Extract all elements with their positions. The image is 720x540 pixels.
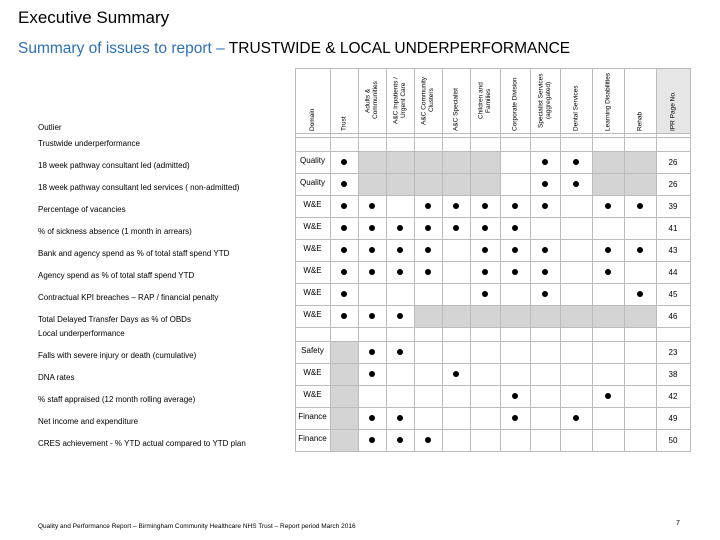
- domain-label: W&E: [303, 288, 322, 297]
- status-dot: [397, 225, 403, 231]
- domain-label: Finance: [298, 412, 327, 421]
- row-label: Falls with severe injury or death (cumulative): [38, 351, 197, 360]
- row-label: Total Delayed Transfer Days as % of OBDs: [38, 315, 191, 324]
- footer-text: Quality and Performance Report – Birmingham Community Healthcare NHS Trust – Report period March 2016: [38, 523, 356, 530]
- status-dot: [369, 415, 375, 421]
- subtitle-rest: TRUSTWIDE & LOCAL UNDERPERFORMANCE: [228, 40, 571, 57]
- status-dot: [369, 203, 375, 209]
- grid-line-h: [295, 283, 691, 284]
- ipr-page-number: 26: [668, 158, 678, 167]
- grid-line-h: [295, 451, 691, 452]
- row-label: Bank and agency spend as % of total staff spend YTD: [38, 249, 230, 258]
- grid-line-h: [295, 133, 691, 134]
- shade: [414, 305, 656, 327]
- status-dot: [482, 291, 488, 297]
- status-dot: [341, 225, 347, 231]
- status-dot: [482, 269, 488, 275]
- row-label: 18 week pathway consultant led (admitted): [38, 161, 190, 170]
- column-header: A&C Specialist: [452, 88, 460, 131]
- status-dot: [542, 181, 548, 187]
- status-dot: [512, 393, 518, 399]
- ipr-page-number: 41: [668, 224, 678, 233]
- status-dot: [542, 203, 548, 209]
- grid-line-h: [295, 407, 691, 408]
- status-dot: [369, 225, 375, 231]
- status-dot: [369, 371, 375, 377]
- grid-line-h: [295, 68, 691, 69]
- row-label: % of sickness absence (1 month in arrears): [38, 227, 192, 236]
- status-dot: [512, 415, 518, 421]
- status-dot: [482, 225, 488, 231]
- status-dot: [512, 247, 518, 253]
- shade: [330, 363, 358, 385]
- status-dot: [369, 437, 375, 443]
- status-dot: [573, 181, 579, 187]
- status-dot: [605, 393, 611, 399]
- grid-line-h: [295, 195, 691, 196]
- grid-line-h: [295, 341, 691, 342]
- ipr-page-number: 39: [668, 202, 678, 211]
- status-dot: [542, 247, 548, 253]
- section-heading: Local underperformance: [38, 329, 125, 338]
- status-dot: [512, 269, 518, 275]
- status-dot: [637, 247, 643, 253]
- ipr-page-number: 49: [668, 414, 678, 423]
- status-dot: [542, 291, 548, 297]
- status-dot: [397, 437, 403, 443]
- status-dot: [341, 181, 347, 187]
- row-label: CRES achievement - % YTD actual compared to YTD plan: [38, 439, 246, 448]
- section-heading: Trustwide underperformance: [38, 139, 140, 148]
- grid-line-h: [295, 305, 691, 306]
- status-dot: [542, 269, 548, 275]
- status-dot: [341, 159, 347, 165]
- column-header: Learning Disabilities: [604, 72, 612, 131]
- domain-label: W&E: [303, 222, 322, 231]
- status-dot: [605, 203, 611, 209]
- shade: [358, 151, 500, 173]
- status-dot: [482, 203, 488, 209]
- domain-label: W&E: [303, 266, 322, 275]
- domain-label: W&E: [303, 310, 322, 319]
- row-label: % staff appraised (12 month rolling average): [38, 395, 196, 404]
- ipr-page-number: 50: [668, 436, 678, 445]
- domain-label: Quality: [300, 178, 325, 187]
- status-dot: [341, 203, 347, 209]
- status-dot: [341, 313, 347, 319]
- domain-label: W&E: [303, 390, 322, 399]
- page-title: Executive Summary: [18, 8, 170, 27]
- status-dot: [453, 371, 459, 377]
- shade: [330, 407, 358, 429]
- grid-line-h: [295, 151, 691, 152]
- shade: [330, 429, 358, 451]
- ipr-page-number: 46: [668, 312, 678, 321]
- domain-label: W&E: [303, 200, 322, 209]
- status-dot: [341, 269, 347, 275]
- ipr-page-number: 42: [668, 392, 678, 401]
- grid-line-h: [295, 429, 691, 430]
- status-dot: [605, 247, 611, 253]
- ipr-page-number: 45: [668, 290, 678, 299]
- status-dot: [573, 415, 579, 421]
- status-dot: [453, 203, 459, 209]
- shade: [330, 341, 358, 363]
- grid-line-h: [295, 173, 691, 174]
- status-dot: [573, 159, 579, 165]
- status-dot: [397, 415, 403, 421]
- outlier-label: Outlier: [38, 123, 62, 132]
- ipr-page-number: 44: [668, 268, 678, 277]
- domain-label: W&E: [303, 368, 322, 377]
- status-dot: [425, 203, 431, 209]
- status-dot: [397, 313, 403, 319]
- status-dot: [425, 437, 431, 443]
- status-dot: [512, 203, 518, 209]
- shade: [358, 173, 500, 195]
- domain-label: Quality: [300, 156, 325, 165]
- domain-label: Finance: [298, 434, 327, 443]
- column-header: Dental Services: [572, 85, 580, 131]
- status-dot: [605, 269, 611, 275]
- grid-line-h: [295, 327, 691, 328]
- row-label: Contractual KPI breaches – RAP / financial penalty: [38, 293, 219, 302]
- column-header: Children and Families: [477, 82, 492, 119]
- status-dot: [637, 291, 643, 297]
- row-label: 18 week pathway consultant led services ( non-admitted): [38, 183, 240, 192]
- column-header: Corporate Division: [511, 77, 519, 131]
- column-header: Rehab: [636, 111, 644, 131]
- ipr-page-number: 23: [668, 348, 678, 357]
- subtitle-prefix: Summary of issues to report –: [18, 40, 229, 57]
- row-label: Net income and expenditure: [38, 417, 139, 426]
- status-dot: [637, 203, 643, 209]
- grid-line-v: [690, 68, 691, 451]
- status-dot: [369, 313, 375, 319]
- row-label: Percentage of vacancies: [38, 205, 126, 214]
- status-dot: [341, 247, 347, 253]
- status-dot: [341, 291, 347, 297]
- status-dot: [512, 225, 518, 231]
- grid-line-h: [295, 385, 691, 386]
- column-header: Adults & Communities: [364, 81, 379, 120]
- grid-line-h: [295, 137, 691, 138]
- column-header: Trust: [340, 116, 348, 131]
- status-dot: [369, 247, 375, 253]
- column-header: Domain: [308, 108, 316, 131]
- status-dot: [482, 247, 488, 253]
- domain-label: Safety: [301, 346, 324, 355]
- status-dot: [542, 159, 548, 165]
- status-dot: [397, 349, 403, 355]
- status-dot: [369, 269, 375, 275]
- status-dot: [453, 225, 459, 231]
- grid-line-h: [295, 363, 691, 364]
- row-label: DNA rates: [38, 373, 75, 382]
- column-header: A&C Community Clusters: [420, 76, 435, 125]
- column-header: Specialist Services (aggregated): [537, 73, 552, 128]
- page-number: 7: [676, 520, 680, 527]
- ipr-page-number: 38: [668, 370, 678, 379]
- status-dot: [397, 269, 403, 275]
- column-header: IPR Page No.: [669, 91, 677, 131]
- ipr-page-number: 26: [668, 180, 678, 189]
- domain-label: W&E: [303, 244, 322, 253]
- status-dot: [397, 247, 403, 253]
- column-header: A&C Inpatients / Urgent Care: [392, 77, 407, 124]
- shade: [330, 385, 358, 407]
- status-dot: [425, 225, 431, 231]
- grid-line-h: [295, 261, 691, 262]
- status-dot: [425, 269, 431, 275]
- grid-line-h: [295, 239, 691, 240]
- status-dot: [425, 247, 431, 253]
- status-dot: [369, 349, 375, 355]
- ipr-page-number: 43: [668, 246, 678, 255]
- grid-line-h: [295, 217, 691, 218]
- row-label: Agency spend as % of total staff spend YTD: [38, 271, 195, 280]
